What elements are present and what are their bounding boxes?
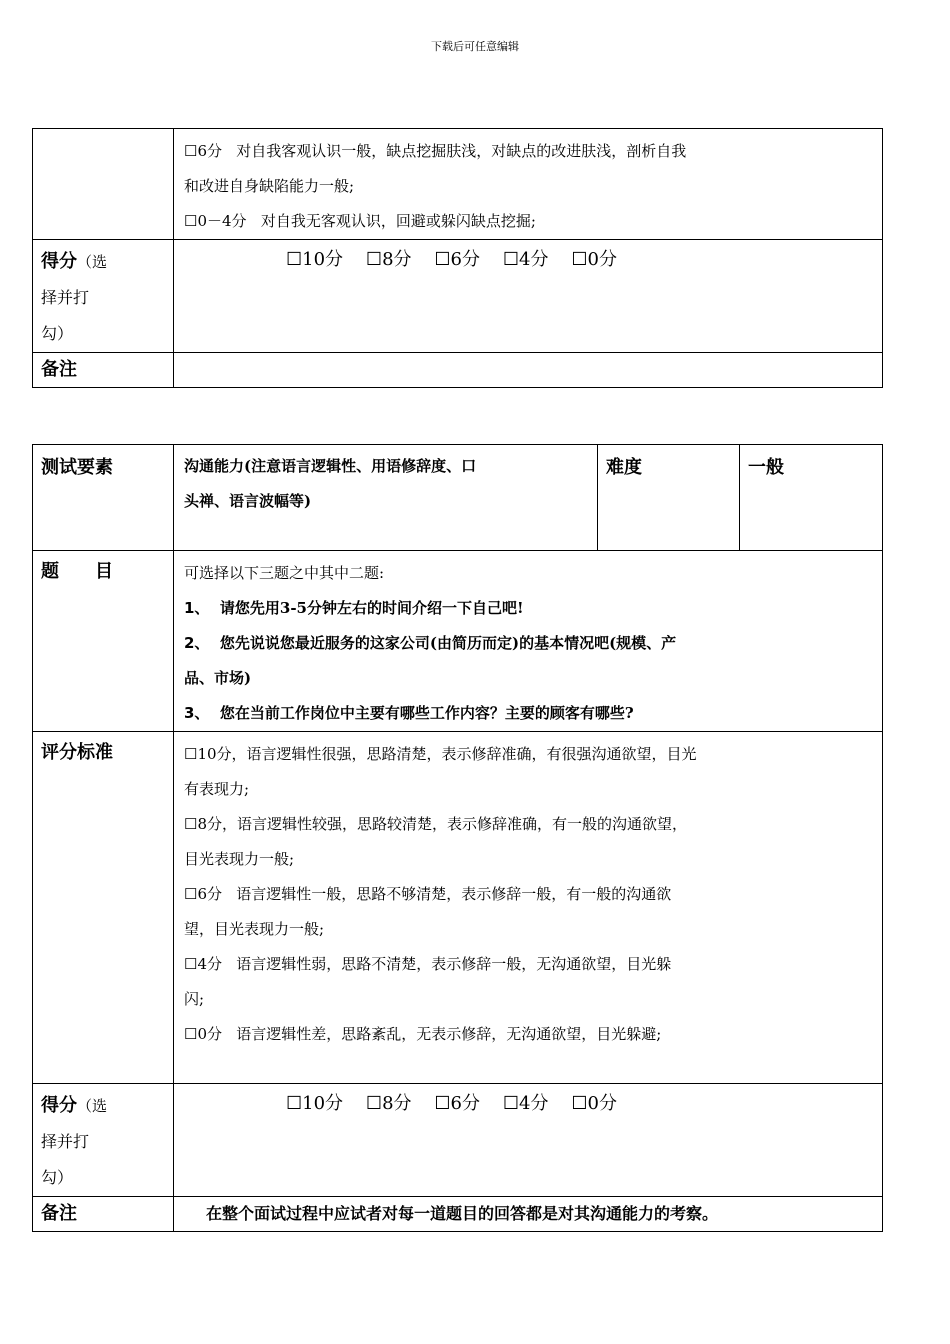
difficulty-value: 一般 — [740, 445, 883, 551]
question-item: 1、 请您先用3-5分钟左右的时间介绍一下自己吧! — [184, 599, 524, 617]
question-label: 题 目 — [33, 551, 174, 732]
criteria-line: ☐10分，语言逻辑性很强，思路清楚，表示修辞准确，有很强沟通欲望，目光 — [184, 745, 697, 763]
question-cell — [174, 551, 883, 732]
remark-label: 备注 — [33, 353, 174, 388]
question-intro: 可选择以下三题之中其中二题: — [184, 564, 385, 582]
element-label: 测试要素 — [33, 445, 174, 551]
criteria-line: ☐6分 对自我客观认识一般，缺点挖掘肤浅，对缺点的改进肤浅，剖析自我 — [184, 142, 687, 160]
criteria-cell — [174, 129, 883, 240]
criteria-line: ☐8分，语言逻辑性较强，思路较清楚，表示修辞准确，有一般的沟通欲望， — [184, 815, 687, 833]
score-options[interactable]: ☐10分 ☐8分 ☐6分 ☐4分 ☐0分 — [174, 1084, 883, 1197]
element-line: 头禅、语言波幅等) — [184, 492, 312, 510]
criteria-line: 有表现力; — [184, 780, 250, 798]
question-item: 品、市场) — [184, 669, 252, 687]
criteria-line: ☐6分 语言逻辑性一般，思路不够清楚，表示修辞一般，有一般的沟通欲 — [184, 885, 672, 903]
remark-cell: 在整个面试过程中应试者对每一道题目的回答都是对其沟通能力的考察。 — [174, 1197, 883, 1232]
score-label: 得分（选 择并打 勾） — [33, 1084, 174, 1197]
criteria-line: 闪; — [184, 990, 205, 1008]
score-label: 得分（选 择并打 勾） — [33, 240, 174, 353]
element-cell — [174, 445, 598, 551]
evaluation-table-self-awareness — [32, 128, 883, 388]
evaluation-table-communication — [32, 444, 883, 1232]
criteria-line: ☐4分 语言逻辑性弱，思路不清楚，表示修辞一般，无沟通欲望，目光躲 — [184, 955, 672, 973]
criteria-line: ☐0分 语言逻辑性差，思路紊乱，无表示修辞，无沟通欲望，目光躲避; — [184, 1025, 662, 1043]
question-item: 3、 您在当前工作岗位中主要有哪些工作内容？主要的顾客有哪些? — [184, 704, 634, 722]
criteria-line: 和改进自身缺陷能力一般; — [184, 177, 355, 195]
difficulty-label: 难度 — [598, 445, 740, 551]
question-item: 2、 您先说说您最近服务的这家公司(由简历而定)的基本情况吧(规模、产 — [184, 634, 677, 652]
element-line: 沟通能力(注意语言逻辑性、用语修辞度、口 — [184, 457, 477, 475]
criteria-label-cell — [33, 129, 174, 240]
remark-label: 备注 — [33, 1197, 174, 1232]
criteria-line: 望，目光表现力一般; — [184, 920, 325, 938]
criteria-label: 评分标准 — [33, 732, 174, 1084]
criteria-line: ☐0－4分 对自我无客观认识，回避或躲闪缺点挖掘; — [184, 212, 536, 230]
score-options[interactable]: ☐10分 ☐8分 ☐6分 ☐4分 ☐0分 — [174, 240, 883, 353]
header-note: 下载后可任意编辑 — [431, 40, 519, 53]
criteria-line: 目光表现力一般; — [184, 850, 295, 868]
remark-cell — [174, 353, 883, 388]
criteria-cell — [174, 732, 883, 1084]
